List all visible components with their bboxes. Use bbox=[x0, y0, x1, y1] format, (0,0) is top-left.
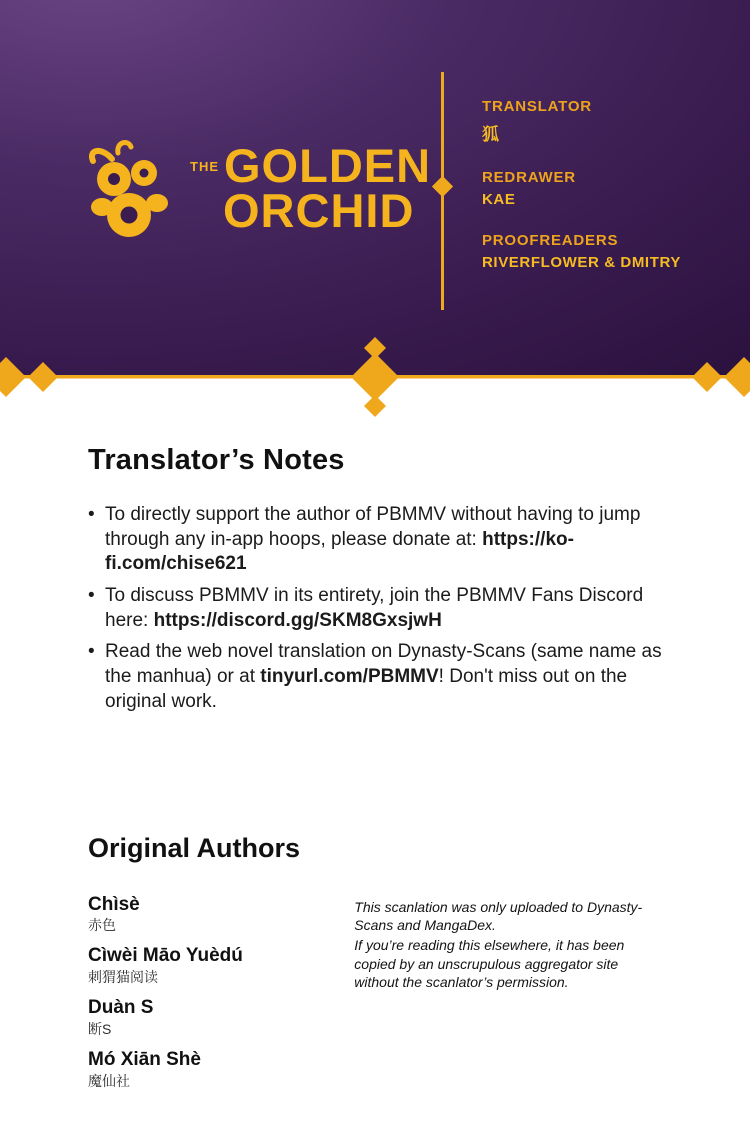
author-name: Duàn S bbox=[88, 997, 154, 1019]
list-item bbox=[88, 997, 354, 1038]
logo-golden-label: GOLDEN bbox=[224, 139, 432, 193]
disclaimer-line: This scanlation was only uploaded to Dynasty-Scans and MangaDex. bbox=[354, 898, 643, 933]
note-text: Read the web novel translation on Dynasty-Scans (same name as the manhua) or at bbox=[105, 641, 662, 688]
list-item bbox=[88, 584, 666, 633]
scanlation-disclaimer bbox=[354, 894, 662, 1102]
logo-wordmark bbox=[190, 139, 432, 237]
credit-label-translator: TRANSLATOR bbox=[482, 98, 592, 115]
author-name: Chìsè bbox=[88, 893, 140, 915]
orchid-flower-icon bbox=[84, 137, 176, 241]
credits-panel bbox=[482, 98, 722, 295]
author-name-cjk: 刺猬猫阅读 bbox=[88, 969, 158, 986]
tinyurl-link[interactable]: tinyurl.com/PBMMV bbox=[260, 666, 439, 688]
author-name: Mó Xiān Shè bbox=[88, 1049, 201, 1071]
note-text: To discuss PBMMV in its entirety, join the PBMMV Fans Discord here: bbox=[105, 585, 644, 631]
credit-label-proofreaders: PROOFREADERS bbox=[482, 232, 619, 249]
author-name-cjk: 断S bbox=[88, 1021, 112, 1038]
list-item bbox=[88, 1049, 354, 1090]
logo-orchid-label: ORCHID bbox=[223, 184, 415, 237]
credit-value-translator: 狐 bbox=[482, 125, 500, 144]
translators-notes-list bbox=[88, 503, 666, 715]
golden-orchid-logo bbox=[84, 137, 431, 241]
list-item bbox=[88, 945, 354, 986]
disclaimer-line: If you’re reading this elsewhere, it has been copied by an unscrupulous aggregator site without the scanlator’s permission. bbox=[354, 937, 625, 991]
note-text: ! Don't miss out on the original work. bbox=[105, 666, 628, 712]
list-item bbox=[88, 503, 666, 577]
credit-value-redrawer: KAE bbox=[482, 191, 516, 208]
discord-link[interactable]: https://discord.gg/SKM8GxsjwH bbox=[153, 609, 442, 631]
logo-the-label: THE bbox=[190, 159, 219, 175]
header-banner bbox=[0, 0, 750, 378]
original-authors-title: Original Authors bbox=[88, 832, 301, 863]
kofi-link[interactable]: https://ko-fi.com/chise621 bbox=[105, 528, 574, 575]
translators-notes-title: Translator’s Notes bbox=[88, 444, 345, 476]
credit-translator bbox=[482, 98, 722, 145]
list-item bbox=[88, 894, 354, 935]
credit-value-proofreaders: RIVERFLOWER & DMITRY bbox=[482, 254, 681, 271]
page-content bbox=[0, 378, 750, 1101]
credit-proofreaders bbox=[482, 232, 722, 271]
credit-label-redrawer: REDRAWER bbox=[482, 169, 576, 186]
credit-redrawer bbox=[482, 169, 722, 208]
author-name: Cìwèi Māo Yuèdú bbox=[88, 945, 243, 967]
list-item bbox=[88, 640, 666, 714]
author-name-cjk: 赤色 bbox=[88, 917, 116, 934]
author-list bbox=[88, 894, 354, 1102]
note-text: To directly support the author of PBMMV without having to jump through any in-app hoops, please donate at: bbox=[105, 504, 641, 550]
author-name-cjk: 魔仙社 bbox=[88, 1073, 130, 1090]
